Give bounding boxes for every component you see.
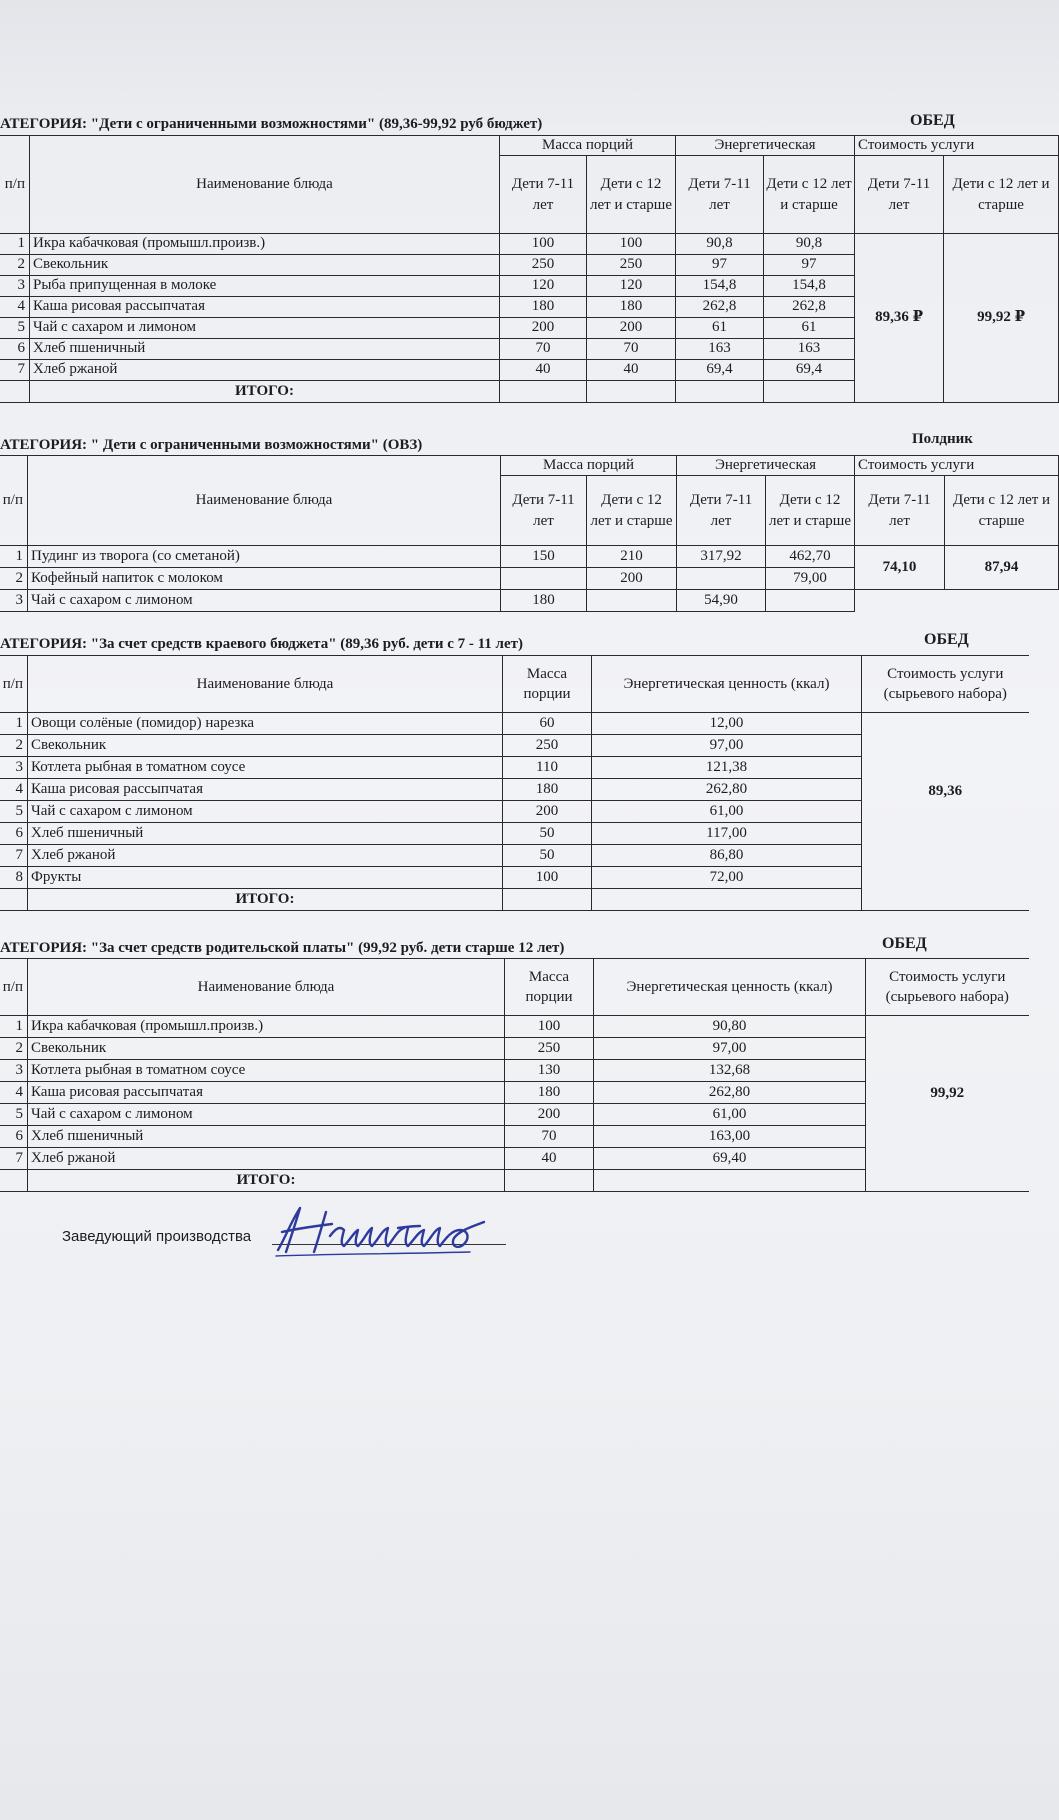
meal-label: ОБЕД bbox=[910, 112, 955, 129]
row-number: 5 bbox=[0, 318, 30, 339]
menu-table-4 bbox=[0, 958, 1029, 1192]
energy-young: 61 bbox=[676, 318, 764, 339]
mass-old: 70 bbox=[587, 339, 676, 360]
header-energy: Энергетическая bbox=[676, 136, 855, 156]
energy: 12,00 bbox=[592, 713, 862, 735]
energy-old: 262,8 bbox=[764, 297, 855, 318]
header-name: Наименование блюда bbox=[30, 136, 500, 234]
dish-name: Хлеб ржаной bbox=[28, 1148, 505, 1170]
row-number: 4 bbox=[0, 297, 30, 318]
energy-old: 90,8 bbox=[764, 234, 855, 255]
header-mass-young: Дети 7-11 лет bbox=[500, 156, 587, 234]
energy-old: 154,8 bbox=[764, 276, 855, 297]
header-mass-old: Дети с 12 лет и старше bbox=[587, 156, 676, 234]
row-number: 1 bbox=[0, 1016, 28, 1038]
mass: 200 bbox=[505, 1104, 594, 1126]
total-label: ИТОГО: bbox=[28, 889, 503, 911]
mass-young: 40 bbox=[500, 360, 587, 381]
mass-old: 210 bbox=[587, 546, 677, 568]
dish-name: Хлеб пшеничный bbox=[28, 823, 503, 845]
mass-young: 150 bbox=[501, 546, 587, 568]
energy: 132,68 bbox=[594, 1060, 866, 1082]
energy: 90,80 bbox=[594, 1016, 866, 1038]
header-cost-young: Дети 7-11 лет bbox=[855, 476, 945, 546]
header-mass: Масса порции bbox=[503, 656, 592, 713]
header-cost-old: Дети с 12 лет и старше bbox=[945, 476, 1059, 546]
price: 89,36 bbox=[862, 713, 1029, 911]
price-old: 87,94 bbox=[945, 546, 1059, 590]
energy-old: 61 bbox=[764, 318, 855, 339]
energy: 97,00 bbox=[592, 735, 862, 757]
dish-name: Фрукты bbox=[28, 867, 503, 889]
mass-young: 180 bbox=[501, 590, 587, 612]
energy: 163,00 bbox=[594, 1126, 866, 1148]
total-label: ИТОГО: bbox=[30, 381, 500, 403]
header-mass-young: Дети 7-11 лет bbox=[501, 476, 587, 546]
mass: 130 bbox=[505, 1060, 594, 1082]
mass-young: 120 bbox=[500, 276, 587, 297]
dish-name: Котлета рыбная в томатном соусе bbox=[28, 1060, 505, 1082]
header-energy-young: Дети 7-11 лет bbox=[677, 476, 766, 546]
energy: 69,40 bbox=[594, 1148, 866, 1170]
header-num: п/п bbox=[0, 456, 28, 546]
header-mass: Масса порций bbox=[501, 456, 677, 476]
dish-name: Чай с сахаром с лимоном bbox=[28, 1104, 505, 1126]
header-mass: Масса порций bbox=[500, 136, 676, 156]
category-title: АТЕГОРИЯ: "Дети с ограниченными возможностями" (89,36-99,92 руб бюджет) bbox=[0, 116, 543, 132]
dish-name: Хлеб ржаной bbox=[30, 360, 500, 381]
dish-name: Хлеб ржаной bbox=[28, 845, 503, 867]
header-mass-old: Дети с 12 лет и старше bbox=[587, 476, 677, 546]
signature-label: Заведующий производства bbox=[62, 1228, 252, 1245]
energy-old: 79,00 bbox=[766, 568, 855, 590]
energy: 117,00 bbox=[592, 823, 862, 845]
row-number: 8 bbox=[0, 867, 28, 889]
energy-old bbox=[766, 590, 855, 612]
dish-name: Пудинг из творога (со сметаной) bbox=[28, 546, 501, 568]
header-energy-old: Дети с 12 лет и старше bbox=[766, 476, 855, 546]
table-row bbox=[0, 234, 1059, 255]
category-title: АТЕГОРИЯ: "За счет средств краевого бюджета" (89,36 руб. дети с 7 - 11 лет) bbox=[0, 636, 523, 652]
header-energy: Энергетическая ценность (ккал) bbox=[594, 959, 866, 1016]
header-cost: Стоимость услуги (сырьевого набора) bbox=[866, 959, 1029, 1016]
mass-young bbox=[501, 568, 587, 590]
header-energy-old: Дети с 12 лет и старше bbox=[764, 156, 855, 234]
energy-old: 462,70 bbox=[766, 546, 855, 568]
row-number: 4 bbox=[0, 779, 28, 801]
row-number: 2 bbox=[0, 1038, 28, 1060]
row-number: 6 bbox=[0, 1126, 28, 1148]
menu-table-2 bbox=[0, 455, 1059, 612]
meal-label: ОБЕД bbox=[924, 631, 969, 648]
mass: 110 bbox=[503, 757, 592, 779]
energy: 262,80 bbox=[592, 779, 862, 801]
energy: 61,00 bbox=[592, 801, 862, 823]
dish-name: Каша рисовая рассыпчатая bbox=[30, 297, 500, 318]
dish-name: Икра кабачковая (промышл.произв.) bbox=[28, 1016, 505, 1038]
mass: 50 bbox=[503, 845, 592, 867]
mass: 250 bbox=[505, 1038, 594, 1060]
row-number: 1 bbox=[0, 713, 28, 735]
category-title: АТЕГОРИЯ: "За счет средств родительской платы" (99,92 руб. дети старше 12 лет) bbox=[0, 940, 565, 956]
header-energy: Энергетическая ценность (ккал) bbox=[592, 656, 862, 713]
dish-name: Чай с сахаром и лимоном bbox=[30, 318, 500, 339]
energy-young: 97 bbox=[676, 255, 764, 276]
header-num: п/п bbox=[0, 959, 28, 1016]
header-energy: Энергетическая bbox=[677, 456, 855, 476]
row-number: 7 bbox=[0, 1148, 28, 1170]
mass-young: 180 bbox=[500, 297, 587, 318]
mass: 100 bbox=[505, 1016, 594, 1038]
dish-name: Чай с сахаром с лимоном bbox=[28, 801, 503, 823]
price-young: 89,36 ₽ bbox=[855, 234, 944, 403]
header-cost-young: Дети 7-11 лет bbox=[855, 156, 944, 234]
row-number: 6 bbox=[0, 823, 28, 845]
category-title: АТЕГОРИЯ: " Дети с ограниченными возможностями" (ОВЗ) bbox=[0, 437, 423, 453]
dish-name: Котлета рыбная в томатном соусе bbox=[28, 757, 503, 779]
mass: 250 bbox=[503, 735, 592, 757]
energy-young: 163 bbox=[676, 339, 764, 360]
mass: 200 bbox=[503, 801, 592, 823]
header-mass: Масса порции bbox=[505, 959, 594, 1016]
mass-old: 180 bbox=[587, 297, 676, 318]
table-row bbox=[0, 590, 1059, 612]
energy-young: 54,90 bbox=[677, 590, 766, 612]
energy: 86,80 bbox=[592, 845, 862, 867]
dish-name: Хлеб пшеничный bbox=[30, 339, 500, 360]
mass-young: 70 bbox=[500, 339, 587, 360]
mass-young: 250 bbox=[500, 255, 587, 276]
table-row bbox=[0, 713, 1029, 735]
energy-old: 163 bbox=[764, 339, 855, 360]
mass: 100 bbox=[503, 867, 592, 889]
dish-name: Кофейный напиток с молоком bbox=[28, 568, 501, 590]
energy-young: 154,8 bbox=[676, 276, 764, 297]
menu-table-1 bbox=[0, 135, 1059, 403]
energy-young: 317,92 bbox=[677, 546, 766, 568]
header-name: Наименование блюда bbox=[28, 456, 501, 546]
dish-name: Свекольник bbox=[30, 255, 500, 276]
energy: 72,00 bbox=[592, 867, 862, 889]
row-number: 3 bbox=[0, 757, 28, 779]
mass-old: 100 bbox=[587, 234, 676, 255]
mass-old bbox=[587, 590, 677, 612]
energy: 121,38 bbox=[592, 757, 862, 779]
price: 99,92 bbox=[866, 1016, 1029, 1192]
dish-name: Чай с сахаром с лимоном bbox=[28, 590, 501, 612]
energy-young bbox=[677, 568, 766, 590]
dish-name: Рыба припущенная в молоке bbox=[30, 276, 500, 297]
header-energy-young: Дети 7-11 лет bbox=[676, 156, 764, 234]
total-label: ИТОГО: bbox=[28, 1170, 505, 1192]
energy: 262,80 bbox=[594, 1082, 866, 1104]
energy: 61,00 bbox=[594, 1104, 866, 1126]
mass-old: 40 bbox=[587, 360, 676, 381]
row-number: 5 bbox=[0, 801, 28, 823]
energy-young: 262,8 bbox=[676, 297, 764, 318]
dish-name: Хлеб пшеничный bbox=[28, 1126, 505, 1148]
header-cost-old: Дети с 12 лет и старше bbox=[944, 156, 1059, 234]
row-number: 7 bbox=[0, 845, 28, 867]
mass: 180 bbox=[505, 1082, 594, 1104]
mass-old: 200 bbox=[587, 568, 677, 590]
header-cost: Стоимость услуги bbox=[855, 456, 1059, 476]
header-name: Наименование блюда bbox=[28, 959, 505, 1016]
mass-old: 120 bbox=[587, 276, 676, 297]
mass: 70 bbox=[505, 1126, 594, 1148]
energy-old: 97 bbox=[764, 255, 855, 276]
price-young: 74,10 bbox=[855, 546, 945, 590]
mass: 50 bbox=[503, 823, 592, 845]
mass: 40 bbox=[505, 1148, 594, 1170]
header-cost: Стоимость услуги (сырьевого набора) bbox=[862, 656, 1029, 713]
dish-name: Свекольник bbox=[28, 735, 503, 757]
energy-young: 69,4 bbox=[676, 360, 764, 381]
row-number: 2 bbox=[0, 255, 30, 276]
dish-name: Свекольник bbox=[28, 1038, 505, 1060]
header-num: п/п bbox=[0, 656, 28, 713]
header-num: п/п bbox=[0, 136, 30, 234]
table-row bbox=[0, 546, 1059, 568]
signature bbox=[270, 1200, 550, 1260]
mass: 180 bbox=[503, 779, 592, 801]
dish-name: Овощи солёные (помидор) нарезка bbox=[28, 713, 503, 735]
row-number: 1 bbox=[0, 234, 30, 255]
menu-table-3 bbox=[0, 655, 1029, 911]
dish-name: Каша рисовая рассыпчатая bbox=[28, 779, 503, 801]
table-row bbox=[0, 1016, 1029, 1038]
energy: 97,00 bbox=[594, 1038, 866, 1060]
row-number: 4 bbox=[0, 1082, 28, 1104]
row-number: 1 bbox=[0, 546, 28, 568]
header-name: Наименование блюда bbox=[28, 656, 503, 713]
mass-young: 200 bbox=[500, 318, 587, 339]
row-number: 7 bbox=[0, 360, 30, 381]
energy-young: 90,8 bbox=[676, 234, 764, 255]
row-number: 2 bbox=[0, 568, 28, 590]
header-cost: Стоимость услуги bbox=[855, 136, 1059, 156]
mass-old: 250 bbox=[587, 255, 676, 276]
row-number: 6 bbox=[0, 339, 30, 360]
row-number: 3 bbox=[0, 590, 28, 612]
energy-old: 69,4 bbox=[764, 360, 855, 381]
row-number: 5 bbox=[0, 1104, 28, 1126]
meal-label: ОБЕД bbox=[882, 935, 927, 952]
mass-young: 100 bbox=[500, 234, 587, 255]
row-number: 2 bbox=[0, 735, 28, 757]
mass: 60 bbox=[503, 713, 592, 735]
row-number: 3 bbox=[0, 1060, 28, 1082]
meal-label: Полдник bbox=[912, 431, 973, 447]
row-number: 3 bbox=[0, 276, 30, 297]
dish-name: Икра кабачковая (промышл.произв.) bbox=[30, 234, 500, 255]
dish-name: Каша рисовая рассыпчатая bbox=[28, 1082, 505, 1104]
mass-old: 200 bbox=[587, 318, 676, 339]
price-old: 99,92 ₽ bbox=[944, 234, 1059, 403]
